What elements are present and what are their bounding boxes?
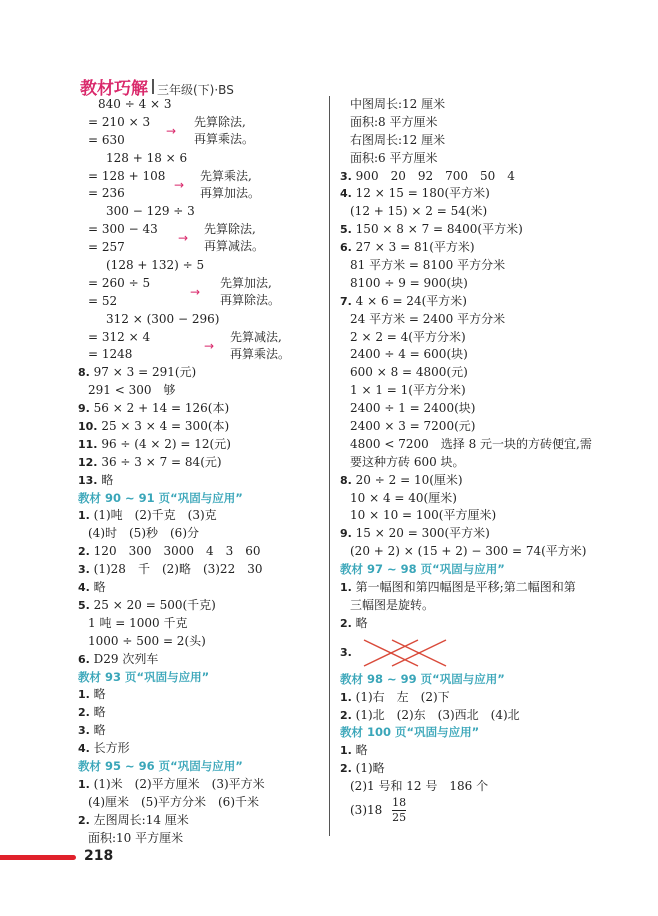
answer-3 xyxy=(340,168,640,186)
answer-text: 81 平方米 = 8100 平方分米 xyxy=(350,258,506,273)
answer-text: 4 × 6 = 24(平方米) xyxy=(355,293,467,308)
calc-line: = 300 − 43 xyxy=(88,222,158,237)
question-number: 6. xyxy=(78,652,90,666)
answer-9 xyxy=(78,400,328,418)
answer-text: 1000 ÷ 500 = 2(头) xyxy=(88,633,206,648)
answer-text: 右图周长:12 厘米 xyxy=(350,132,446,147)
answer-text: 面积:6 平方厘米 xyxy=(350,150,438,165)
answer-text: 20 ÷ 2 = 10(厘米) xyxy=(355,472,463,487)
fraction xyxy=(392,797,406,824)
right-column xyxy=(340,96,640,824)
answer-10 xyxy=(78,418,328,436)
fraction-denominator: 25 xyxy=(392,810,407,824)
answer-text: (1)28 千 (2)略 (3)22 30 xyxy=(93,562,263,577)
section-heading: 教材 93 页“巩固与应用” xyxy=(78,669,210,684)
question-number: 5. xyxy=(78,598,90,612)
left-column xyxy=(78,96,328,847)
section-heading: 教材 90 ~ 91 页“巩固与应用” xyxy=(78,490,243,505)
answer-6 xyxy=(340,239,640,257)
answer-4 xyxy=(78,740,328,758)
answer-text: 略 xyxy=(355,743,368,758)
question-number: 8. xyxy=(340,473,352,487)
section-heading: 教材 100 页“巩固与应用” xyxy=(340,725,480,740)
answer-text: 第一幅图和第四幅图是平移;第二幅图和第 xyxy=(355,580,576,595)
answer-text: 8100 ÷ 9 = 900(块) xyxy=(350,275,468,290)
answer-text: 面积:8 平方厘米 xyxy=(350,114,438,129)
calc-line: = 236 xyxy=(88,186,125,201)
footer-accent-bar xyxy=(0,855,76,860)
note-line: 先算除法, xyxy=(204,222,256,237)
calc-block-4 xyxy=(78,257,328,311)
answer-text: (3)18 xyxy=(350,802,383,817)
calc-line: = 52 xyxy=(88,293,118,308)
note-line: 再算乘法。 xyxy=(194,132,255,146)
answer-text: 15 × 20 = 300(平方米) xyxy=(355,526,490,541)
question-number: 2. xyxy=(78,813,90,827)
calc-note xyxy=(204,221,264,255)
question-number: 11. xyxy=(78,437,98,451)
answer-3 xyxy=(340,633,640,671)
fraction-numerator: 18 xyxy=(392,795,407,809)
answer-4 xyxy=(78,579,328,597)
answer-2 xyxy=(340,760,640,778)
question-number: 9. xyxy=(340,527,352,541)
answer-text: 25 × 3 × 4 = 300(本) xyxy=(101,419,230,434)
question-number: 1. xyxy=(340,690,352,704)
answer-text: (1)吨 (2)千克 (3)克 xyxy=(93,508,217,523)
arrow-icon: → xyxy=(174,177,185,192)
question-number: 2. xyxy=(340,708,352,722)
answer-8 xyxy=(340,472,640,490)
calc-line: = 210 × 3 xyxy=(88,114,151,129)
calc-line: = 257 xyxy=(88,240,125,255)
calc-note xyxy=(194,114,254,148)
question-number: 10. xyxy=(78,420,98,434)
question-number: 3. xyxy=(340,645,352,659)
answer-text: (12 + 15) × 2 = 54(米) xyxy=(350,204,488,219)
question-number: 9. xyxy=(78,402,90,416)
calc-line: 128 + 18 × 6 xyxy=(106,150,188,165)
answer-text: 25 × 20 = 500(千克) xyxy=(93,597,216,612)
note-line: 再算除法。 xyxy=(220,293,281,308)
answer-text: 900 20 92 700 50 4 xyxy=(355,168,515,183)
answer-text: (1)北 (2)东 (3)西北 (4)北 xyxy=(355,707,520,722)
book-title: 教材巧解 xyxy=(80,79,148,99)
matching-lines-figure xyxy=(360,634,450,670)
answer-2 xyxy=(340,615,640,633)
answer-text: 略 xyxy=(93,580,106,595)
arrow-icon: → xyxy=(166,124,177,138)
answer-text: 略 xyxy=(101,472,114,487)
answer-text: 96 ÷ (4 × 2) = 12(元) xyxy=(101,436,231,451)
answer-text: 1 × 1 = 1(平方分米) xyxy=(350,383,466,398)
answer-text: (2)1 号和 12 号 186 个 xyxy=(350,779,489,794)
answer-text: 36 ÷ 3 × 7 = 84(元) xyxy=(101,454,222,469)
section-heading: 教材 97 ~ 98 页“巩固与应用” xyxy=(340,562,505,577)
note-line: 先算加法, xyxy=(220,276,272,291)
answer-text: 56 × 2 + 14 = 126(本) xyxy=(93,401,230,416)
answer-3 xyxy=(78,722,328,740)
answer-text: (4)时 (5)秒 (6)分 xyxy=(88,526,199,541)
arrow-icon: → xyxy=(178,231,189,246)
answer-text: (20 + 2) × (15 + 2) − 300 = 74(平方米) xyxy=(350,544,587,559)
calc-note xyxy=(220,275,280,309)
column-divider xyxy=(329,96,330,836)
question-number: 3. xyxy=(78,724,90,738)
answer-text: (1)略 xyxy=(355,761,385,776)
note-line: 再算加法。 xyxy=(200,185,261,200)
grade-label: 三年级(下)·BS xyxy=(157,83,234,97)
answer-2 xyxy=(340,707,640,725)
answer-5 xyxy=(340,221,640,239)
answer-text: 略 xyxy=(93,705,106,720)
answer-text: 27 × 3 = 81(平方米) xyxy=(355,240,475,255)
question-number: 4. xyxy=(78,581,90,595)
answer-text: 2400 × 3 = 7200(元) xyxy=(350,419,476,434)
calc-block-2 xyxy=(78,150,328,204)
answer-5 xyxy=(78,597,328,615)
calc-block-5 xyxy=(78,311,328,365)
calc-line: = 128 + 108 xyxy=(88,168,166,183)
calc-line: 312 × (300 − 296) xyxy=(106,311,220,326)
question-number: 13. xyxy=(78,473,98,487)
calc-line: = 1248 xyxy=(88,347,133,362)
answer-1 xyxy=(340,579,640,597)
answer-text: 97 × 3 = 291(元) xyxy=(93,365,197,380)
question-number: 2. xyxy=(78,706,90,720)
answer-text: 略 xyxy=(355,615,368,630)
calc-line: = 630 xyxy=(88,132,125,147)
answer-text: 左图周长:14 厘米 xyxy=(93,812,189,827)
question-number: 1. xyxy=(78,509,90,523)
question-number: 1. xyxy=(340,581,352,595)
calc-block-1 xyxy=(78,96,328,150)
answer-4 xyxy=(340,185,640,203)
calc-line: 300 − 129 ÷ 3 xyxy=(106,204,195,219)
answer-text: (1)米 (2)平方厘米 (3)平方米 xyxy=(93,776,265,791)
question-number: 2. xyxy=(340,762,352,776)
question-number: 2. xyxy=(340,616,352,630)
answer-1 xyxy=(78,776,328,794)
answer-3 xyxy=(78,561,328,579)
answer-text: 2 × 2 = 4(平方分米) xyxy=(350,329,466,344)
question-number: 1. xyxy=(78,777,90,791)
answer-text: 略 xyxy=(93,723,106,738)
note-line: 先算乘法, xyxy=(200,168,252,183)
answer-2 xyxy=(78,812,328,830)
question-number: 1. xyxy=(340,744,352,758)
answer-1 xyxy=(78,686,328,704)
answer-text: 4800 < 7200 选择 8 元一块的方砖便宜,需 xyxy=(350,436,592,451)
question-number: 3. xyxy=(78,563,90,577)
answer-1 xyxy=(340,742,640,760)
answer-text: 要这种方砖 600 块。 xyxy=(350,454,465,469)
note-line: 再算乘法。 xyxy=(230,346,291,361)
answer-6 xyxy=(78,651,328,669)
answer-text: D29 次列车 xyxy=(93,651,159,666)
answer-text: 三幅图是旋转。 xyxy=(350,597,435,612)
question-number: 8. xyxy=(78,366,90,380)
arrow-icon: → xyxy=(204,338,215,353)
arrow-icon: → xyxy=(190,285,201,300)
question-number: 2. xyxy=(78,545,90,559)
answer-text: 略 xyxy=(93,687,106,702)
answer-2 xyxy=(78,704,328,722)
answer-text: 10 × 10 = 100(平方厘米) xyxy=(350,508,497,523)
answer-text: 600 × 8 = 4800(元) xyxy=(350,365,468,380)
page-number: 218 xyxy=(84,848,114,864)
answer-11 xyxy=(78,436,328,454)
note-line: 先算除法, xyxy=(194,115,246,129)
answer-text: 2400 ÷ 4 = 600(块) xyxy=(350,347,468,362)
answer-text: 2400 ÷ 1 = 2400(块) xyxy=(350,401,476,416)
section-heading: 教材 98 ~ 99 页“巩固与应用” xyxy=(340,671,505,686)
answer-2 xyxy=(78,543,328,561)
calc-note xyxy=(200,168,260,202)
answer-7 xyxy=(340,293,640,311)
header-divider xyxy=(152,79,154,94)
calc-block-3 xyxy=(78,203,328,257)
question-number: 12. xyxy=(78,455,98,469)
answer-text: 中图周长:12 厘米 xyxy=(350,97,446,111)
question-number: 7. xyxy=(340,294,352,308)
answer-text: 10 × 4 = 40(厘米) xyxy=(350,490,457,505)
answer-text: (4)厘米 (5)平方分米 (6)千米 xyxy=(88,794,259,809)
answer-text: 12 × 15 = 180(平方米) xyxy=(355,186,490,201)
answer-fraction-line xyxy=(340,796,640,824)
answer-13 xyxy=(78,472,328,490)
question-number: 4. xyxy=(78,742,90,756)
answer-text: 120 300 3000 4 3 60 xyxy=(93,544,261,559)
answer-text: 长方形 xyxy=(93,741,130,756)
answer-text: 291 < 300 够 xyxy=(88,383,176,398)
question-number: 5. xyxy=(340,223,352,237)
calc-line: = 312 × 4 xyxy=(88,329,151,344)
question-number: 3. xyxy=(340,169,352,183)
question-number: 4. xyxy=(340,187,352,201)
answer-8 xyxy=(78,364,328,382)
note-line: 再算减法。 xyxy=(204,239,265,254)
calc-line: 840 ÷ 4 × 3 xyxy=(98,97,172,111)
calc-line: (128 + 132) ÷ 5 xyxy=(106,258,205,273)
note-line: 先算减法, xyxy=(230,329,282,344)
question-number: 1. xyxy=(78,688,90,702)
answer-text: 面积:10 平方厘米 xyxy=(88,830,184,845)
calc-line: = 260 ÷ 5 xyxy=(88,275,151,290)
answer-text: 24 平方米 = 2400 平方分米 xyxy=(350,311,506,326)
answer-9 xyxy=(340,525,640,543)
answer-1 xyxy=(340,689,640,707)
answer-text: 150 × 8 × 7 = 8400(平方米) xyxy=(355,222,523,237)
question-number: 6. xyxy=(340,241,352,255)
calc-note xyxy=(230,329,290,363)
answer-text: (1)右 左 (2)下 xyxy=(355,689,450,704)
answer-text: 1 吨 = 1000 千克 xyxy=(88,615,188,630)
answer-12 xyxy=(78,454,328,472)
answer-1 xyxy=(78,507,328,525)
section-heading: 教材 95 ~ 96 页“巩固与应用” xyxy=(78,758,243,773)
